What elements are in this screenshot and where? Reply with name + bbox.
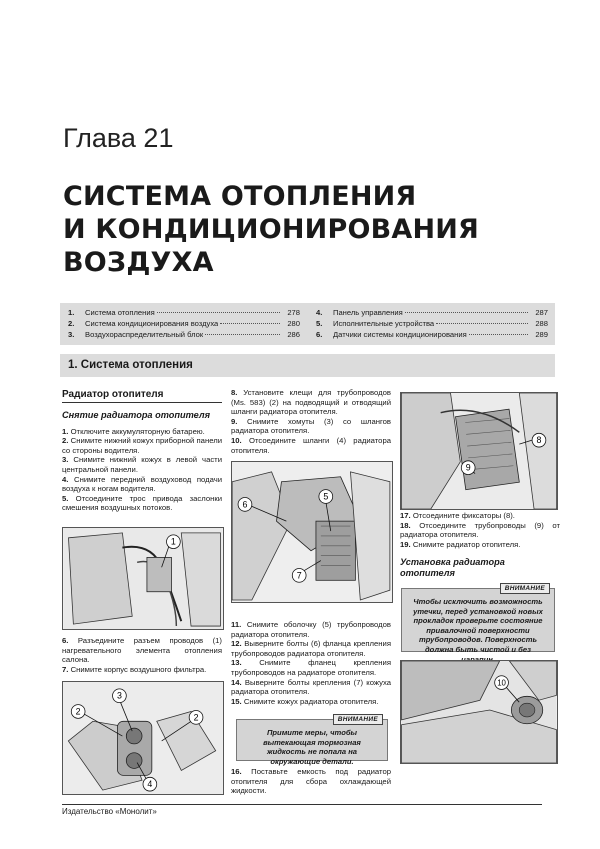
- toc-entry[interactable]: [316, 308, 548, 319]
- toc-entry[interactable]: [316, 319, 548, 330]
- toc-number: 4.: [316, 308, 323, 317]
- step-number: 9.: [231, 416, 238, 426]
- chapter-label: Глава 21: [63, 123, 174, 153]
- step-text: Снимите передний воздуховод подачи воздуха к ногам водителя.: [62, 474, 222, 494]
- toc-text: Панель управления: [333, 308, 403, 317]
- illustration-connector: [62, 527, 224, 630]
- step: [62, 494, 222, 513]
- step-number: 1.: [62, 426, 69, 436]
- step: [231, 639, 391, 658]
- step-number: 12.: [231, 639, 242, 649]
- illustration-heater-core: [400, 392, 558, 510]
- step: [231, 388, 391, 417]
- toc-leader: [436, 323, 528, 324]
- warning-tag: ВНИМАНИЕ: [500, 583, 550, 594]
- illustration-heater-pipes: [231, 461, 393, 603]
- toc-text: Система отопления: [85, 308, 155, 317]
- step: [231, 678, 391, 697]
- step-text: Поставьте емкость под радиатор отопителя для сбора охлаждающей жидкости.: [231, 767, 391, 796]
- step-text: Отсоедините шланги (4) радиатора отопителя.: [231, 435, 391, 455]
- step-text: Снимите радиатор отопителя.: [412, 539, 521, 549]
- toc-entry[interactable]: [68, 308, 300, 319]
- publisher-label: Издательство «Монолит»: [62, 807, 157, 816]
- toc-page: 288: [535, 319, 548, 328]
- toc-page: 289: [535, 330, 548, 339]
- step-number: 8.: [231, 388, 238, 397]
- toc-text: Система кондиционирования воздуха: [85, 319, 219, 328]
- step-number: 11.: [231, 620, 242, 629]
- toc-leader: [157, 312, 280, 313]
- step-text: Выверните болты (6) фланца крепления трубопроводов радиатора отопителя.: [231, 639, 391, 658]
- step-text: Выверните болты крепления (7) кожуха радиатора отопителя.: [231, 677, 391, 697]
- toc-leader: [220, 323, 280, 324]
- step-number: 16.: [231, 767, 242, 776]
- toc-page: 286: [287, 330, 300, 339]
- step: [62, 475, 222, 494]
- step: [231, 767, 391, 796]
- step: [62, 455, 222, 474]
- toc-number: 3.: [68, 330, 75, 339]
- callout-label: 4: [147, 779, 153, 790]
- illustration-drawing: [63, 528, 223, 629]
- toc-column-left: [68, 308, 300, 341]
- step-text: Разъедините разъем проводов (1) нагревательного элемента отопления салона.: [62, 636, 222, 665]
- callout-label: 2: [193, 712, 199, 723]
- step-text: Снимите фланец крепления трубопроводов на радиаторе отопителя.: [231, 658, 391, 677]
- step: [62, 665, 222, 675]
- title-line: ВОЗДУХА: [63, 247, 214, 278]
- step-text: Снимите кожух радиатора отопителя.: [243, 696, 379, 706]
- toc-entry[interactable]: [316, 330, 548, 341]
- step-text: Снимите хомуты (3) со шлангов радиатора отопителя.: [231, 416, 391, 436]
- step-text: Снимите оболочку (5) трубопроводов радиатора отопителя.: [231, 620, 391, 639]
- toc-page: 280: [287, 319, 300, 328]
- step-number: 19.: [400, 539, 411, 549]
- callout-label: 6: [242, 499, 248, 510]
- table-of-contents: [60, 303, 555, 345]
- step-text: Снимите нижний кожух приборной панели со стороны водителя.: [62, 436, 222, 455]
- step: [231, 620, 391, 639]
- step: [231, 658, 391, 677]
- step: [400, 511, 560, 521]
- procedure-heading: Снятие радиатора отопителя: [62, 409, 210, 420]
- step: [231, 417, 391, 436]
- title-line: СИСТЕМА ОТОПЛЕНИЯ: [63, 181, 417, 212]
- callout-label: 3: [116, 690, 122, 701]
- step: [400, 540, 560, 550]
- warning-box: [236, 716, 388, 766]
- step-text: Снимите нижний кожух в левой части центральной панели.: [62, 455, 223, 474]
- step-number: 3.: [62, 455, 69, 465]
- column-1-top: [62, 390, 222, 513]
- callout-label: 7: [296, 570, 302, 581]
- chapter-title: [63, 180, 479, 279]
- toc-entry[interactable]: [68, 330, 300, 341]
- toc-leader: [469, 334, 528, 335]
- callout-label: 10: [497, 678, 506, 688]
- illustration-drawing: [63, 682, 223, 794]
- title-line: И КОНДИЦИОНИРОВАНИЯ: [63, 214, 480, 245]
- step-number: 14.: [231, 677, 242, 687]
- warning-text: Чтобы исключить возможность утечки, перед установкой новых прокладок проверьте состояние привалочной поверхности трубопроводов. Поверхность должна быть чистой и без: [413, 597, 543, 654]
- toc-number: 2.: [68, 319, 75, 328]
- step: [62, 436, 222, 455]
- step: [231, 697, 391, 707]
- illustration-drawing: [401, 661, 557, 763]
- callout-label: 9: [465, 462, 471, 473]
- step: [62, 427, 222, 437]
- step-text: Отсоедините фиксаторы (8).: [412, 511, 515, 520]
- column-2-top: [231, 388, 391, 455]
- toc-text: Датчики системы кондиционирования: [333, 330, 467, 339]
- callout-label: 2: [75, 706, 81, 717]
- step-text: Установите клещи для трубопроводов (Ms. 583) (2) на подводящий и отводящий шланги радиатора отопителя.: [231, 388, 391, 417]
- step-text: Отсоедините трубопроводы (9) от радиатора отопителя.: [400, 520, 560, 540]
- toc-text: Исполнительные устройства: [333, 319, 435, 328]
- toc-number: 1.: [68, 308, 75, 317]
- step-number: 13.: [231, 658, 242, 668]
- toc-text: Воздухораспределительный блок: [85, 330, 204, 339]
- procedure-heading: Установка радиатора отопителя: [400, 557, 505, 579]
- column-1-middle: [62, 636, 222, 674]
- toc-entry[interactable]: [68, 319, 300, 330]
- illustration-drawing: [232, 462, 392, 602]
- step-number: 5.: [62, 493, 69, 503]
- step: [62, 636, 222, 665]
- callout-label: 5: [323, 491, 329, 502]
- step-number: 15.: [231, 696, 242, 706]
- step-number: 17.: [400, 511, 411, 520]
- step-text: Отсоедините трос привода заслонки смешения воздушных потоков.: [62, 493, 222, 513]
- column-2-middle: [231, 620, 391, 706]
- warning-tag: ВНИМАНИЕ: [333, 714, 383, 725]
- step-text: Отключите аккумуляторную батарею.: [70, 426, 205, 436]
- page-footer: [62, 804, 542, 816]
- illustration-hoses: [62, 681, 224, 795]
- toc-page: 287: [535, 308, 548, 317]
- step-number: 18.: [400, 520, 411, 530]
- toc-page: 278: [287, 308, 300, 317]
- step: [400, 521, 560, 540]
- callout-label: 1: [170, 536, 176, 547]
- column-3-top: [400, 511, 560, 585]
- step-number: 10.: [231, 435, 242, 445]
- illustration-pipe-flange: [400, 660, 558, 764]
- section-heading: 1. Система отопления: [60, 354, 555, 377]
- step-number: 7.: [62, 664, 69, 674]
- toc-leader: [205, 334, 280, 335]
- warning-box: [401, 585, 555, 654]
- illustration-drawing: [401, 393, 557, 509]
- toc-number: 6.: [316, 330, 323, 339]
- step: [231, 436, 391, 455]
- column-2-bottom: [231, 767, 391, 796]
- warning-text: Примите меры, чтобы вытекающая тормозная жидкость не попала на окружающие детали.: [263, 728, 361, 766]
- toc-number: 5.: [316, 319, 323, 328]
- step-number: 4.: [62, 474, 69, 484]
- toc-column-right: [316, 308, 548, 341]
- subsection-heading: Радиатор отопителя: [62, 390, 222, 403]
- toc-leader: [405, 312, 528, 313]
- step-number: 6.: [62, 636, 69, 645]
- step-text: Снимите корпус воздушного фильтра.: [70, 664, 207, 674]
- step-number: 2.: [62, 436, 69, 446]
- callout-label: 8: [536, 435, 542, 446]
